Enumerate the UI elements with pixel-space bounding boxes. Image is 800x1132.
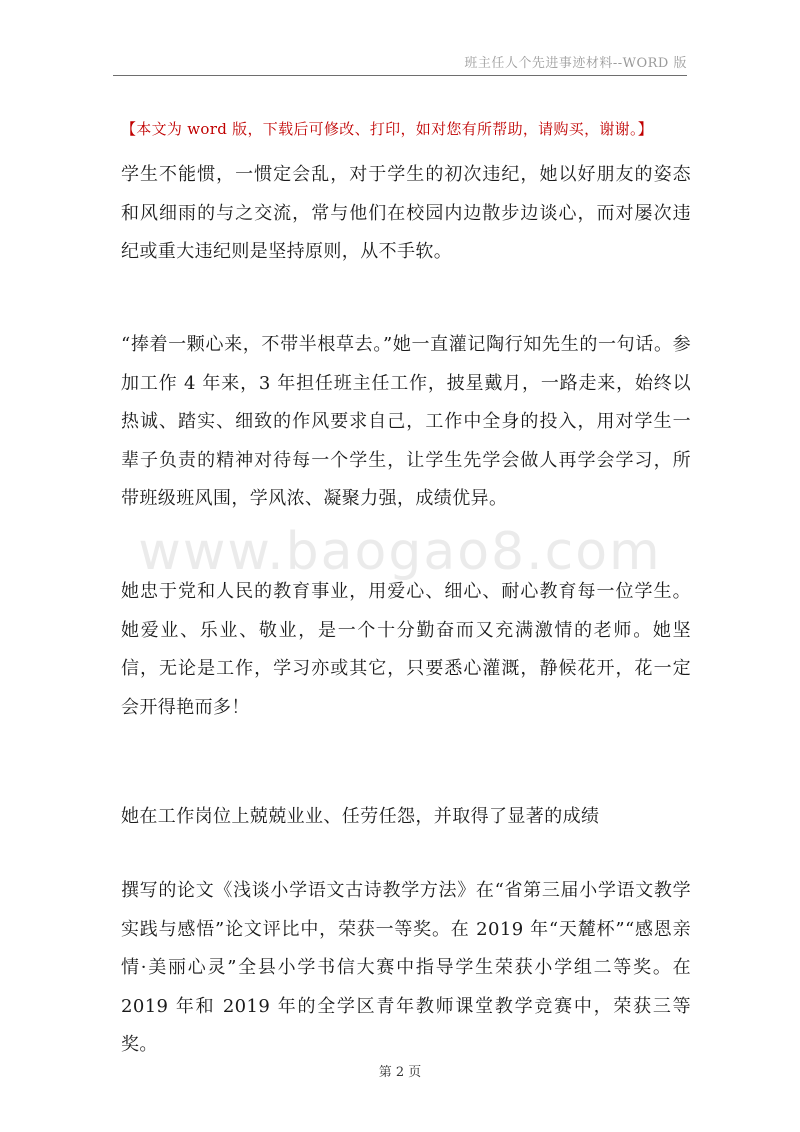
paragraph-text: 她忠于党和人民的教育事业，用爱心、细心、耐心教育每一位学生。她爱业、乐业、敬业，是一个十分勤奋而又充满激情的老师。她坚信，无论是工作，学习亦或其它，只要悉心灌溉，静候花开，花一定会开得艳而多！ (121, 581, 691, 718)
paragraph-3 (121, 573, 691, 727)
paragraph-1 (121, 156, 691, 272)
paragraph-text: 她在工作岗位上兢兢业业、任劳任怨，并取得了显著的成绩 (121, 806, 600, 827)
paragraph-5 (121, 872, 691, 1065)
page-number: 第 2 页 (378, 1065, 422, 1080)
watermark: www.baogao8.com (138, 522, 662, 582)
paragraph-text: 撰写的论文《浅谈小学语文古诗教学方法》在“省第三届小学语文教学实践与感悟”论文评比中，荣获一等奖。在 2019 年“天麓杯”“感恩亲情·美丽心灵”全县小学书信大赛中指导学生荣获小学组二等奖。在 2019 年和 2019 年的全学区青年教师课堂教学竞赛中，荣获三等奖。 (121, 880, 691, 1055)
paragraph-text: 学生不能惯，一惯定会乱，对于学生的初次违纪，她以好朋友的姿态和风细雨的与之交流，常与他们在校园内边散步边谈心，而对屡次违纪或重大违纪则是坚持原则，从不手软。 (121, 164, 691, 262)
page-header-title: 班主任人个先进事迹材料--WORD 版 (464, 56, 687, 71)
paragraph-2 (121, 326, 691, 519)
paragraph-text: “捧着一颗心来，不带半根草去。”她一直灌记陶行知先生的一句话。参加工作 4 年来，3 年担任班主任工作，披星戴月，一路走来，始终以热诚、踏实、细致的作风要求自己，工作中全身的投入，用对学生一辈子负责的精神对待每一个学生，让学生先学会做人再学会学习，所带班级班风围，学风浓、凝聚力强，成绩优异。 (121, 334, 691, 509)
paragraph-4 (121, 798, 691, 837)
purchase-notice: 【本文为 word 版，下载后可修改、打印，如对您有所帮助，请购买，谢谢。】 (121, 120, 654, 138)
header-divider (113, 75, 687, 76)
